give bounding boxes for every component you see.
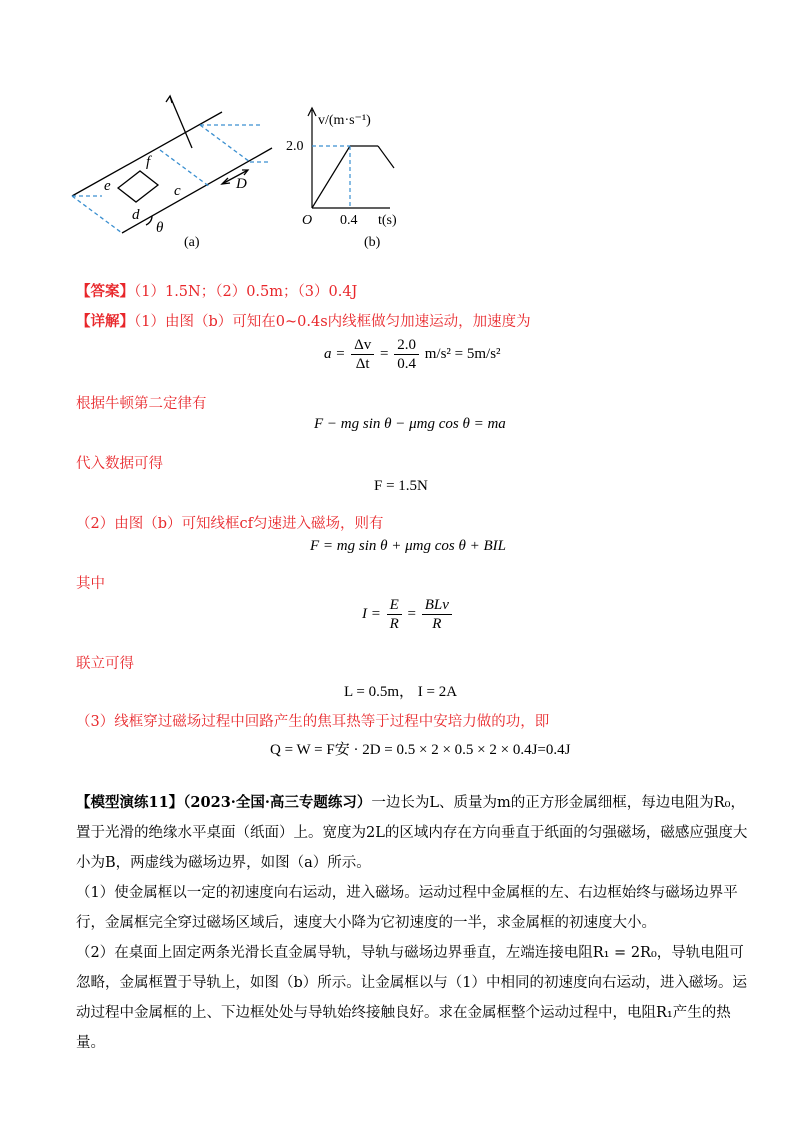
- label-c: c: [174, 183, 181, 199]
- label-e: e: [104, 178, 111, 194]
- label-D: D: [236, 176, 247, 192]
- caption-a: (a): [184, 235, 200, 250]
- detail-p5: 其中: [76, 576, 105, 592]
- equation-newton: F − mg sin θ − μmg cos θ = ma: [314, 416, 506, 432]
- graph-t-value: 0.4: [340, 213, 358, 228]
- answer-line: [76, 280, 357, 301]
- graph-y-axis-label: v/(m·s⁻¹): [318, 113, 371, 128]
- exercise-intro-paragraph: [76, 788, 756, 878]
- label-d: d: [132, 207, 140, 223]
- exercise-question-1: （1）使金属框以一定的初速度向右运动，进入磁场。运动过程中金属框的左、右边框始终与磁场边界平行，金属框完全穿过磁场区域后，速度大小降为它初速度的一半，求金属框的初速度大小。: [76, 885, 738, 931]
- detail-line-1: [76, 310, 531, 331]
- answer-text: （1）1.5N；（2）0.5m；（3）0.4J: [134, 284, 358, 300]
- answer-label: 【答案】: [76, 283, 134, 300]
- caption-b: (b): [364, 235, 381, 250]
- exercise-title: 【模型演练11】（2023·全国·高三专题练习）: [76, 794, 372, 811]
- equation-current: I = $\frac{E}{R}$ = $\frac{\text{BLv}}{R}$: [362, 596, 454, 633]
- detail-p7: （3）线框穿过磁场过程中回路产生的焦耳热等于过程中安培力做的功，即: [76, 714, 550, 730]
- figure-a-diagram: [72, 96, 272, 233]
- detail-p1: （1）由图（b）可知在0~0.4s内线框做匀加速运动，加速度为: [134, 314, 531, 330]
- equation-force-value: F = 1.5N: [374, 478, 428, 494]
- equation-heat: Q = W = F安 · 2D = 0.5 × 2 × 0.5 × 2 × 0.4J=0.4J: [270, 742, 571, 758]
- equation-acceleration: a = $\frac{\Delta v}{\Delta t}$ = $\frac{2.0}{0.4}$ m/s² = 5m/s²: [324, 337, 501, 372]
- graph-v-value: 2.0: [286, 139, 304, 154]
- exercise-intro: 一边长为L、质量为m的正方形金属细框，每边电阻为R₀，置于光滑的绝缘水平桌面（纸面）上。宽度为2L的区域内存在方向垂直于纸面的匀强磁场，磁感应强度大小为B，两虚线为磁场边界，如图（a）所示。: [76, 795, 748, 871]
- physics-figure: [60, 88, 400, 258]
- graph-origin: O: [302, 213, 313, 228]
- detail-label: 【详解】: [76, 313, 134, 330]
- detail-p2: 根据牛顿第二定律有: [76, 396, 207, 412]
- detail-p4: （2）由图（b）可知线框cf匀速进入磁场，则有: [76, 516, 384, 532]
- equation-uniform: F = mg sin θ + μmg cos θ + BIL: [310, 538, 506, 554]
- label-f: f: [146, 154, 151, 170]
- exercise-question-2: （2）在桌面上固定两条光滑长直金属导轨，导轨与磁场边界垂直，左端连接电阻R₁ = 2R₀，导轨电阻可忽略，金属框置于导轨上，如图（b）所示。让金属框以与（1）中相同的初速度向右运动，进入磁场。运动过程中金属框的上、下边框处处与导轨始终接触良好。求在金属框整个运动过程中，电阻R₁产生的热量。: [76, 945, 748, 1051]
- equation-result: L = 0.5m， I = 2A: [344, 684, 458, 700]
- graph-x-axis-label: t(s): [378, 213, 397, 228]
- label-theta: θ: [156, 220, 164, 236]
- detail-p3: 代入数据可得: [76, 456, 163, 472]
- detail-p6: 联立可得: [76, 656, 134, 672]
